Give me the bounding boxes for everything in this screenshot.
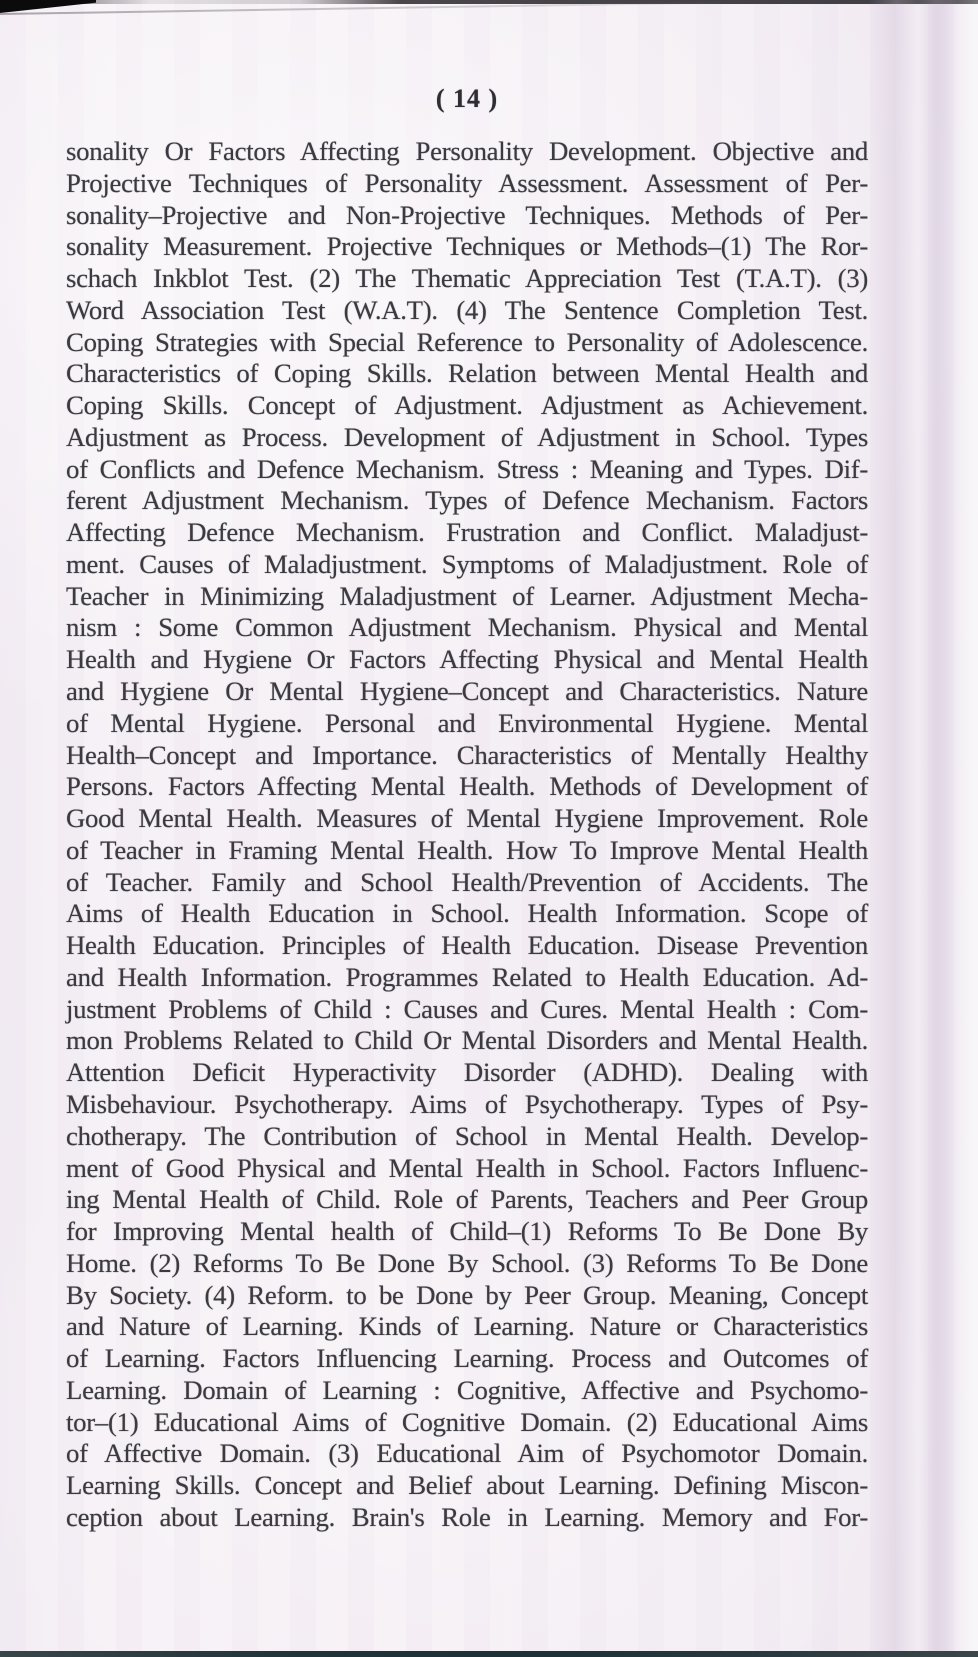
page-curl-shading [868, 0, 978, 1657]
text-line: Projective Techniques of Personality Assessment. Assessment of Per- [66, 167, 868, 198]
text-line: tor–(1) Educational Aims of Cognitive Domain. (2) Educational Aims [66, 1406, 868, 1437]
text-line: ment of Good Physical and Mental Health in School. Factors Influenc- [66, 1152, 868, 1183]
text-line: Affecting Defence Mechanism. Frustration and Conflict. Maladjust- [66, 517, 868, 548]
text-line: Attention Deficit Hyperactivity Disorder (ADHD). Dealing with [66, 1057, 868, 1088]
text-line: Good Mental Health. Measures of Mental Hygiene Improvement. Role [66, 803, 868, 834]
text-line: sonality Measurement. Projective Techniques or Methods–(1) The Ror- [66, 231, 868, 262]
text-line: Misbehaviour. Psychotherapy. Aims of Psychotherapy. Types of Psy- [66, 1088, 868, 1119]
text-line: for Improving Mental health of Child–(1) Reforms To Be Done By [66, 1216, 868, 1247]
text-line: of Teacher. Family and School Health/Prevention of Accidents. The [66, 866, 868, 897]
text-line: Word Association Test (W.A.T). (4) The Sentence Completion Test. [66, 294, 868, 325]
text-line: nism : Some Common Adjustment Mechanism. Physical and Mental [66, 612, 868, 643]
scan-edge-bottom [0, 1651, 978, 1657]
text-line: of Mental Hygiene. Personal and Environmental Hygiene. Mental [66, 707, 868, 738]
text-line: Coping Skills. Concept of Adjustment. Adjustment as Achievement. [66, 390, 868, 421]
text-line: Learning. Domain of Learning : Cognitive, Affective and Psychomo- [66, 1374, 868, 1405]
text-line: of Learning. Factors Influencing Learning. Process and Outcomes of [66, 1343, 868, 1374]
text-line: of Conflicts and Defence Mechanism. Stress : Meaning and Types. Dif- [66, 453, 868, 484]
text-line: ment. Causes of Maladjustment. Symptoms of Maladjustment. Role of [66, 548, 868, 579]
text-line: Home. (2) Reforms To Be Done By School. (3) Reforms To Be Done [66, 1247, 868, 1278]
scan-edge-top [0, 0, 978, 4]
text-line: of Affective Domain. (3) Educational Aim of Psychomotor Domain. [66, 1438, 868, 1469]
text-line: ferent Adjustment Mechanism. Types of Defence Mechanism. Factors [66, 485, 868, 516]
page-number: ( 14 ) [435, 84, 499, 113]
text-line: ing Mental Health of Child. Role of Parents, Teachers and Peer Group [66, 1184, 868, 1215]
text-line: ception about Learning. Brain's Role in Learning. Memory and For- [66, 1501, 868, 1532]
text-line: schach Inkblot Test. (2) The Thematic Appreciation Test (T.A.T). (3) [66, 263, 868, 294]
text-line: Persons. Factors Affecting Mental Health. Methods of Development of [66, 771, 868, 802]
text-line: mon Problems Related to Child Or Mental Disorders and Mental Health. [66, 1025, 868, 1056]
text-line: Characteristics of Coping Skills. Relation between Mental Health and [66, 358, 868, 389]
text-line: and Health Information. Programmes Related to Health Education. Ad- [66, 961, 868, 992]
text-line: Coping Strategies with Special Reference to Personality of Adolescence. [66, 326, 868, 357]
text-line: By Society. (4) Reform. to be Done by Peer Group. Meaning, Concept [66, 1279, 868, 1310]
body-text [66, 136, 868, 1534]
text-line: of Teacher in Framing Mental Health. How To Improve Mental Health [66, 834, 868, 865]
text-line: Health–Concept and Importance. Characteristics of Mentally Healthy [66, 739, 868, 770]
text-line: Aims of Health Education in School. Health Information. Scope of [66, 898, 868, 929]
text-line: and Nature of Learning. Kinds of Learning. Nature or Characteristics [66, 1311, 868, 1342]
text-line: Health and Hygiene Or Factors Affecting Physical and Mental Health [66, 644, 868, 675]
text-line: Learning Skills. Concept and Belief about Learning. Defining Miscon- [66, 1470, 868, 1501]
text-line: Health Education. Principles of Health Education. Disease Prevention [66, 930, 868, 961]
text-line: chotherapy. The Contribution of School in Mental Health. Develop- [66, 1120, 868, 1151]
text-line: sonality–Projective and Non-Projective Techniques. Methods of Per- [66, 199, 868, 230]
text-line: sonality Or Factors Affecting Personality Development. Objective and [66, 136, 868, 166]
text-line: and Hygiene Or Mental Hygiene–Concept and Characteristics. Nature [66, 676, 868, 707]
text-line: Adjustment as Process. Development of Adjustment in School. Types [66, 421, 868, 452]
text-line: justment Problems of Child : Causes and Cures. Mental Health : Com- [66, 993, 868, 1024]
text-line: Teacher in Minimizing Maladjustment of Learner. Adjustment Mecha- [66, 580, 868, 611]
